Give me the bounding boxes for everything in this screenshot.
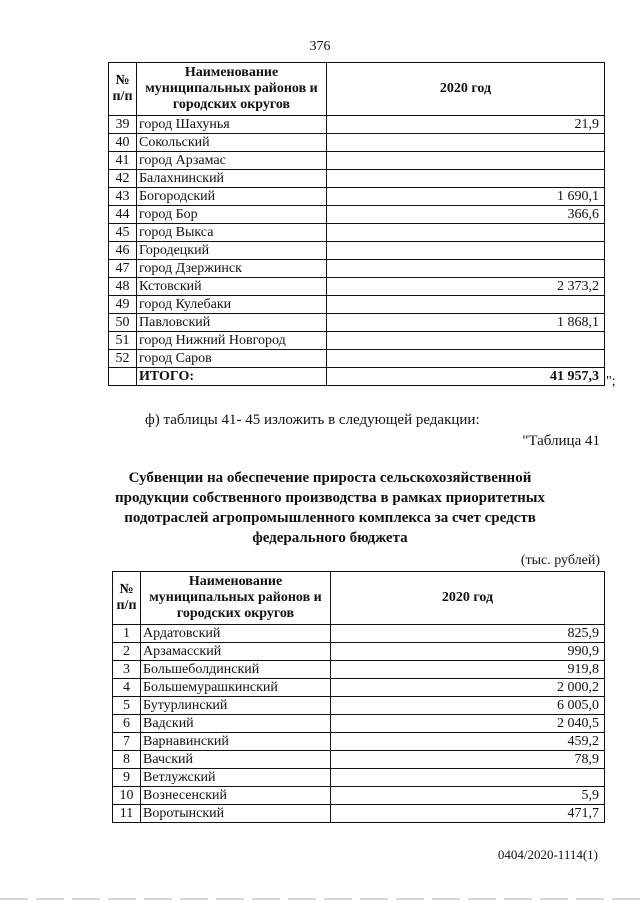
district-name: Арзамасский: [141, 643, 331, 661]
table-row: [113, 625, 605, 643]
district-name: Ветлужский: [141, 769, 331, 787]
header-number: № п/п: [109, 63, 137, 116]
subsidies-table-41: [112, 571, 605, 823]
table-row: [109, 206, 605, 224]
row-number: 3: [113, 661, 141, 679]
row-number: 40: [109, 134, 137, 152]
district-name: Бутурлинский: [141, 697, 331, 715]
table-row: [109, 350, 605, 368]
row-number: 51: [109, 332, 137, 350]
amount: 2 373,2: [327, 278, 605, 296]
table-row: [113, 697, 605, 715]
amount: 1 690,1: [327, 188, 605, 206]
table-title: Субвенции на обеспечение прироста сельскохозяйственной продукции собственного производства в рамках приоритетных подотраслей агропромышленного комплекса за счет средств федерального бюджета: [115, 470, 545, 546]
amount: 6 005,0: [331, 697, 605, 715]
row-number: 10: [113, 787, 141, 805]
header-number: № п/п: [113, 572, 141, 625]
units-label: (тыс. рублей): [520, 553, 600, 568]
table-row: [113, 643, 605, 661]
district-name: Богородский: [137, 188, 327, 206]
table-row: [113, 805, 605, 823]
table-row: [113, 679, 605, 697]
row-number: 5: [113, 697, 141, 715]
header-year: 2020 год: [331, 572, 605, 625]
district-name: Городецкий: [137, 242, 327, 260]
row-number: 49: [109, 296, 137, 314]
row-number: 2: [113, 643, 141, 661]
table-row: [109, 170, 605, 188]
table-header-row: [113, 572, 605, 625]
district-name: город Выкса: [137, 224, 327, 242]
district-name: город Нижний Новгород: [137, 332, 327, 350]
amount: 471,7: [331, 805, 605, 823]
row-number: 43: [109, 188, 137, 206]
row-number: 1: [113, 625, 141, 643]
row-number: 50: [109, 314, 137, 332]
district-name: Сокольский: [137, 134, 327, 152]
row-number: 46: [109, 242, 137, 260]
row-number: 47: [109, 260, 137, 278]
table-row: [113, 769, 605, 787]
header-district-name: Наименование муниципальных районов и городских округов: [137, 63, 327, 116]
district-name: Воротынский: [141, 805, 331, 823]
district-name: город Дзержинск: [137, 260, 327, 278]
header-district-name: Наименование муниципальных районов и городских округов: [141, 572, 331, 625]
district-name: Вадский: [141, 715, 331, 733]
amount: 919,8: [331, 661, 605, 679]
row-number: 44: [109, 206, 137, 224]
row-number: 42: [109, 170, 137, 188]
row-number: 6: [113, 715, 141, 733]
closing-quote: ";: [606, 374, 616, 389]
amount: 366,6: [327, 206, 605, 224]
district-name: Вознесенский: [141, 787, 331, 805]
table-row: [109, 314, 605, 332]
district-name: Вачский: [141, 751, 331, 769]
header-year: 2020 год: [327, 63, 605, 116]
district-name: Балахнинский: [137, 170, 327, 188]
table-row: [109, 116, 605, 134]
amount: 5,9: [331, 787, 605, 805]
subsidies-table-continued: [108, 62, 605, 386]
page-number: 376: [309, 39, 331, 54]
amount: [327, 170, 605, 188]
amount: [327, 134, 605, 152]
district-name: город Саров: [137, 350, 327, 368]
district-name: Варнавинский: [141, 733, 331, 751]
scan-edge-artifact: [0, 898, 640, 900]
amount: [327, 224, 605, 242]
row-number: 52: [109, 350, 137, 368]
amount: [327, 260, 605, 278]
amount: [327, 332, 605, 350]
table-header-row: [109, 63, 605, 116]
table-row: [113, 733, 605, 751]
row-number: 45: [109, 224, 137, 242]
district-name: город Шахунья: [137, 116, 327, 134]
table-row: [109, 278, 605, 296]
table-row: [113, 787, 605, 805]
row-number: 9: [113, 769, 141, 787]
table-row: [113, 661, 605, 679]
total-row: [109, 368, 605, 386]
amount: 2 040,5: [331, 715, 605, 733]
table-row: [109, 188, 605, 206]
district-name: город Арзамас: [137, 152, 327, 170]
amount: 825,9: [331, 625, 605, 643]
table-row: [113, 715, 605, 733]
amendment-instruction: ф) таблицы 41- 45 изложить в следующей редакции:: [145, 412, 480, 428]
amount: [327, 242, 605, 260]
amount: 990,9: [331, 643, 605, 661]
table-row: [109, 296, 605, 314]
total-number-cell: [109, 368, 137, 386]
row-number: 7: [113, 733, 141, 751]
table-row: [109, 332, 605, 350]
table-row: [109, 242, 605, 260]
district-name: Ардатовский: [141, 625, 331, 643]
table-row: [109, 224, 605, 242]
row-number: 48: [109, 278, 137, 296]
district-name: Большемурашкинский: [141, 679, 331, 697]
amount: 78,9: [331, 751, 605, 769]
district-name: Кстовский: [137, 278, 327, 296]
district-name: Большеболдинский: [141, 661, 331, 679]
amount: [331, 769, 605, 787]
amount: 1 868,1: [327, 314, 605, 332]
amount: [327, 152, 605, 170]
table-row: [109, 152, 605, 170]
row-number: 41: [109, 152, 137, 170]
row-number: 11: [113, 805, 141, 823]
table-row: [113, 751, 605, 769]
row-number: 8: [113, 751, 141, 769]
total-amount: 41 957,3: [327, 368, 605, 386]
amount: [327, 350, 605, 368]
district-name: город Бор: [137, 206, 327, 224]
amount: 459,2: [331, 733, 605, 751]
table-row: [109, 134, 605, 152]
district-name: Павловский: [137, 314, 327, 332]
row-number: 4: [113, 679, 141, 697]
amount: 2 000,2: [331, 679, 605, 697]
total-label: ИТОГО:: [137, 368, 327, 386]
row-number: 39: [109, 116, 137, 134]
document-number: 0404/2020-1114(1): [497, 847, 598, 862]
district-name: город Кулебаки: [137, 296, 327, 314]
amount: 21,9: [327, 116, 605, 134]
amount: [327, 296, 605, 314]
table-label: "Таблица 41: [522, 433, 600, 449]
table-row: [109, 260, 605, 278]
